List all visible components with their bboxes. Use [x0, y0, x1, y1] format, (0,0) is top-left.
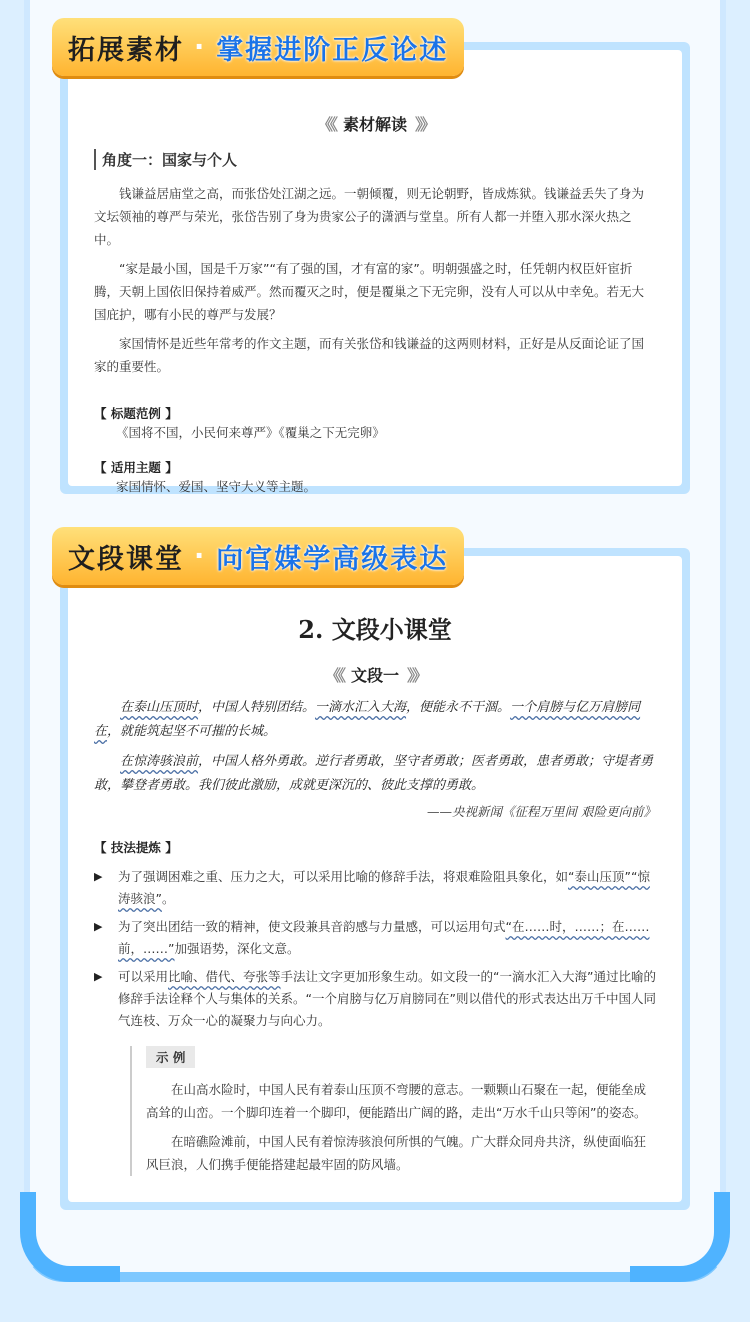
section2-banner-right: 向官媒学高级表达 — [216, 543, 449, 575]
passage-tag: 《《 文段一 》》 — [324, 666, 426, 685]
passage-source: ——央视新闻《征程万里间 艰险更向前》 — [427, 804, 656, 819]
title-example-label: 【 标题范例 】 — [94, 406, 178, 421]
example-box — [130, 1046, 656, 1176]
skill-bullet-3: ▶ 可以采用比喻、借代、夸张等手法让文字更加形象生动。如文段一的“一滴水汇入大海”通过比喻的修辞手法诠释个人与集体的关系。“一个肩膀与亿万肩膀同在”则以借代的形式表达出万千中国人同气连枝、万众一心的凝聚力与向心力。 — [94, 966, 656, 1032]
theme-label: 【 适用主题 】 — [94, 460, 178, 475]
passage-paragraph-2: 在惊涛骇浪前，中国人格外勇敢。逆行者勇敢，坚守者勇敢；医者勇敢，患者勇敢；守堤者勇敢，攀登者勇敢。我们彼此激励，成就更深沉的、彼此支撑的勇敢。 — [94, 754, 654, 793]
skill-bullet-2: ▶ 为了突出团结一致的精神，使文段兼具音韵感与力量感，可以运用句式“在……时，……；在……前，……”加强语势，深化文意。 — [94, 916, 656, 960]
skill-label: 【 技法提炼 】 — [94, 840, 178, 855]
triangle-bullet-icon: ▶ — [94, 920, 103, 933]
triangle-bullet-icon: ▶ — [94, 870, 103, 883]
example-paragraph-1: 在山高水险时，中国人民有着泰山压顶不弯腰的意志。一颗颗山石聚在一起，便能垒成高耸的山峦。一个脚印连着一个脚印，便能踏出广阔的路，走出“万水千山只等闲”的姿态。 — [146, 1082, 647, 1120]
section2-banner — [52, 527, 464, 585]
example-label: 示 例 — [146, 1046, 195, 1068]
section1-banner-dot: · — [194, 31, 207, 63]
section1-banner-right: 掌握进阶正反论述 — [216, 34, 449, 66]
material-tag: 《《 素材解读 》》 — [316, 115, 434, 134]
theme-text: 家国情怀、爱国、坚守大义等主题。 — [116, 479, 317, 494]
angle-heading: 角度一：国家与个人 — [94, 149, 656, 170]
skill-bullet-1: ▶ 为了强调困难之重、压力之大，可以采用比喻的修辞手法，将艰难险阻具象化，如“泰山压顶”“惊涛骇浪”。 — [94, 866, 656, 910]
classroom-panel — [60, 548, 690, 1210]
material-paragraph-3: 家国情怀是近些年常考的作文主题，而有关张岱和钱谦益的这两则材料，正好是从反面论证了国家的重要性。 — [94, 336, 645, 374]
section1-banner-left: 拓展素材 — [68, 34, 184, 66]
example-paragraph-2: 在暗礁险滩前，中国人民有着惊涛骇浪何所惧的气魄。广大群众同舟共济，纵使面临狂风巨浪，人们携手便能搭建起最牢固的防风墙。 — [146, 1134, 647, 1172]
material-paragraph-2: “家是最小国，国是千万家”“有了强的国，才有富的家”。明朝强盛之时，任凭朝内权臣奸宦折腾，天朝上国依旧保持着威严。然而覆灭之时，便是覆巢之下无完卵，没有人可以从中幸免。若无大国庇护，哪有小民的尊严与发展？ — [94, 261, 645, 322]
material-paragraph-1: 钱谦益居庙堂之高，而张岱处江湖之远。一朝倾覆，则无论朝野，皆成炼狱。钱谦益丢失了身为文坛领袖的尊严与荣光，张岱告别了身为贵家公子的潇洒与堂皇。所有人都一并堕入那水深火热之中。 — [94, 186, 645, 247]
section1-banner — [52, 18, 464, 76]
section2-banner-dot: · — [194, 540, 207, 572]
classroom-title: 2. 文段小课堂 — [298, 615, 452, 644]
title-example-text: 《国将不国，小民何来尊严》《覆巢之下无完卵》 — [116, 425, 385, 440]
section2-banner-left: 文段课堂 — [68, 543, 184, 575]
classroom-panel-inner — [68, 556, 682, 1202]
triangle-bullet-icon: ▶ — [94, 970, 103, 983]
material-panel — [60, 42, 690, 494]
passage-paragraph-1: 在泰山压顶时，中国人特别团结。一滴水汇入大海，便能永不干涸。一个肩膀与亿万肩膀同在，就能筑起坚不可摧的长城。 — [94, 700, 641, 739]
material-panel-inner — [68, 50, 682, 494]
